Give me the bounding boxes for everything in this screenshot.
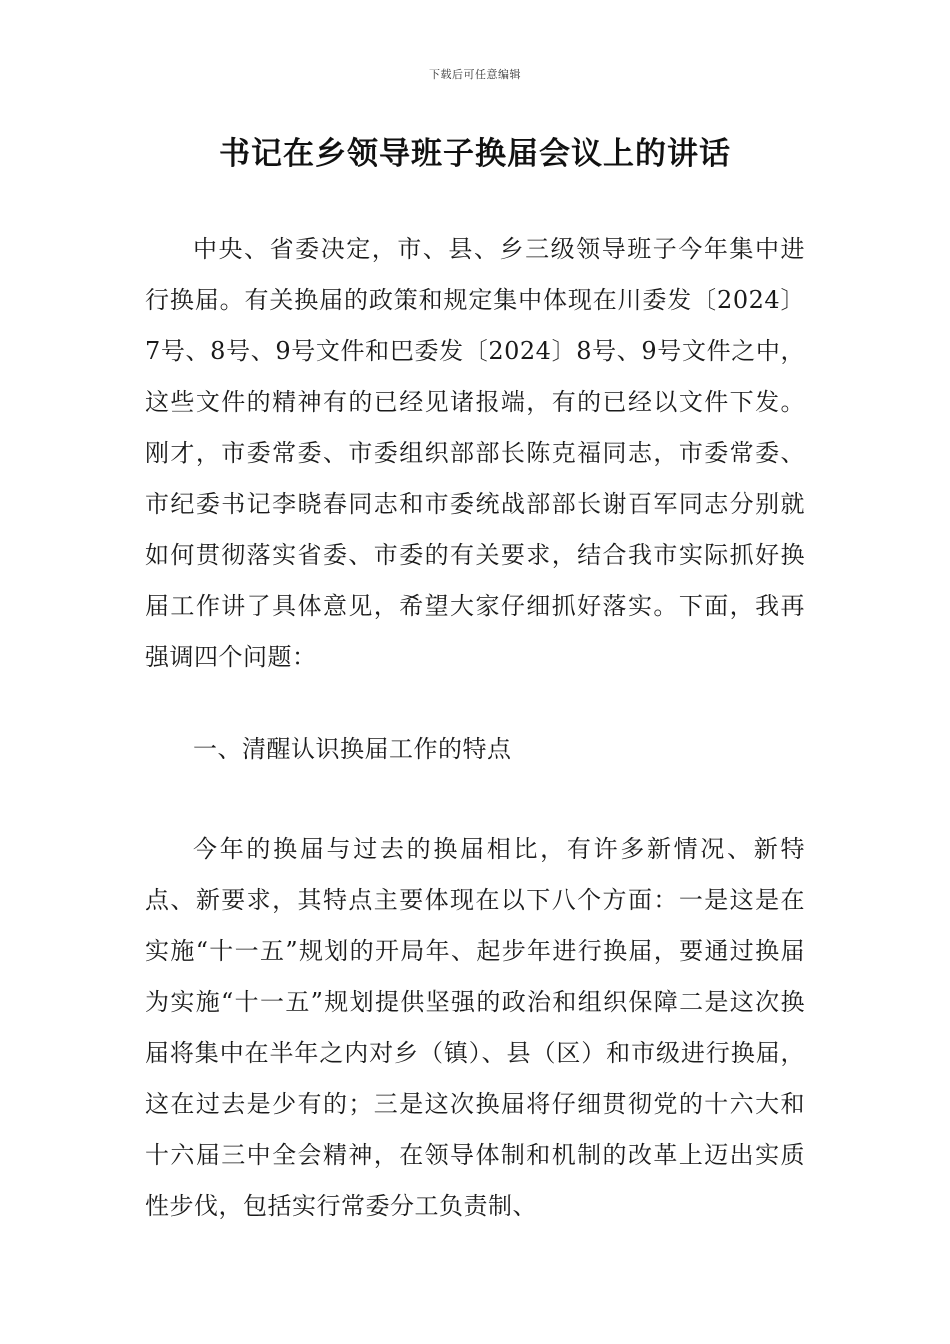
document-title: 书记在乡领导班子换届会议上的讲话 — [219, 136, 731, 172]
body-paragraph: 今年的换届与过去的换届相比，有许多新情况、新特点、新要求，其特点主要体现在以下八个方面：一是这是在实施“十一五”规划的开局年、起步年进行换届，要通过换届为实施“十一五”规划提供坚强的政治和组织保障二是这次换届将集中在半年之内对乡（镇）、县（区）和市级进行换届，这在过去是少有的；三是这次换届将仔细贯彻党的十六大和十六届三中全会精神，在领导体制和机制的改革上迈出实质性步伐，包括实行常委分工负责制、 — [145, 835, 805, 1220]
body-paragraph: 中央、省委决定，市、县、乡三级领导班子今年集中进行换届。有关换届的政策和规定集中体现在川委发〔2024〕7号、8号、9号文件和巴委发〔2024〕8号、9号文件之中，这些文件的精神有的已经见诸报端，有的已经以文件下发。刚才，市委常委、市委组织部部长陈克福同志，市委常委、市纪委书记李晓春同志和市委统战部部长谢百军同志分别就如何贯彻落实省委、市委的有关要求，结合我市实际抓好换届工作讲了具体意见，希望大家仔细抓好落实。下面，我再强调四个问题： — [145, 235, 805, 671]
header-note: 下载后可任意编辑 — [429, 68, 521, 81]
section-heading: 一、清醒认识换届工作的特点 — [193, 735, 512, 763]
